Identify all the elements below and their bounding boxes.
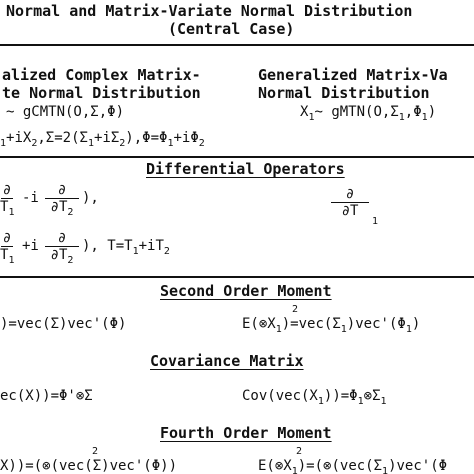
partial-fraction-left1: ∂ $T_1$	[0, 182, 15, 218]
title-rule	[0, 44, 474, 46]
covariance-left: ec(X))=Φ'⊗Σ	[0, 388, 93, 404]
table-title-line1: Normal and Matrix-Variate Normal Distribution	[6, 2, 413, 20]
diff-left2-imag: +i	[22, 238, 39, 254]
diff-left2-end: ), $T=T_1+iT_2$	[82, 238, 170, 257]
partial-fraction-left1b: ∂ $\partial T_2$	[44, 182, 80, 221]
diff-rule	[0, 276, 474, 278]
section-fourth-order-moment: Fourth Order Moment	[160, 424, 332, 442]
partial-fraction-right: ∂ ∂T	[330, 186, 370, 219]
left-distribution: ~ gCMTN(O,Σ,Φ)	[6, 104, 125, 120]
section-covariance-matrix: Covariance Matrix	[150, 352, 304, 370]
section-second-order-moment: Second Order Moment	[160, 282, 332, 300]
section-differential-operators: Differential Operators	[146, 160, 345, 178]
right-heading-line1: Generalized Matrix-Va	[258, 66, 448, 84]
second-moment-left: )=vec(Σ)vec'(Φ)	[0, 316, 127, 332]
second-moment-right: $E(\otimes X_1)=vec(\Sigma_1)vec'(\Phi_1)$	[242, 316, 421, 335]
fourth-moment-right-power: 2	[296, 446, 303, 457]
covariance-right: $Cov(vec(X_1))=\Phi_1\otimes\Sigma_1$	[242, 388, 387, 407]
right-distribution: $X_1\sim$ $gMTN(O,\Sigma_1,\Phi_1)$	[300, 104, 437, 123]
partial-right-subscript: 1	[372, 216, 379, 227]
partial-fraction-left2b: ∂ $\partial T_2$	[44, 230, 80, 269]
second-moment-power: 2	[292, 304, 299, 315]
diff-left1-imag: -i	[22, 190, 39, 206]
right-heading-line2: Normal Distribution	[258, 84, 430, 102]
left-parameters: $_1+iX_2,\Sigma=2(\Sigma_1+i\Sigma_2),\Phi=\Phi_1+i\Phi_2$	[0, 130, 205, 149]
fourth-moment-left: X))=(⊗(vec(Σ)vec'(Φ))	[0, 458, 178, 474]
params-rule	[0, 156, 474, 158]
left-heading-line1: alized Complex Matrix-	[2, 66, 201, 84]
table-title-line2: (Central Case)	[168, 20, 295, 38]
fourth-moment-left-power: 2	[92, 446, 99, 457]
diff-left1-end: ),	[82, 190, 99, 206]
left-heading-line2: te Normal Distribution	[2, 84, 201, 102]
partial-fraction-left2: ∂ $T_1$	[0, 230, 15, 266]
fourth-moment-right: $E(\otimes X_1)=(\otimes(vec(\Sigma_1)vec'(\Phi$	[258, 458, 448, 474]
